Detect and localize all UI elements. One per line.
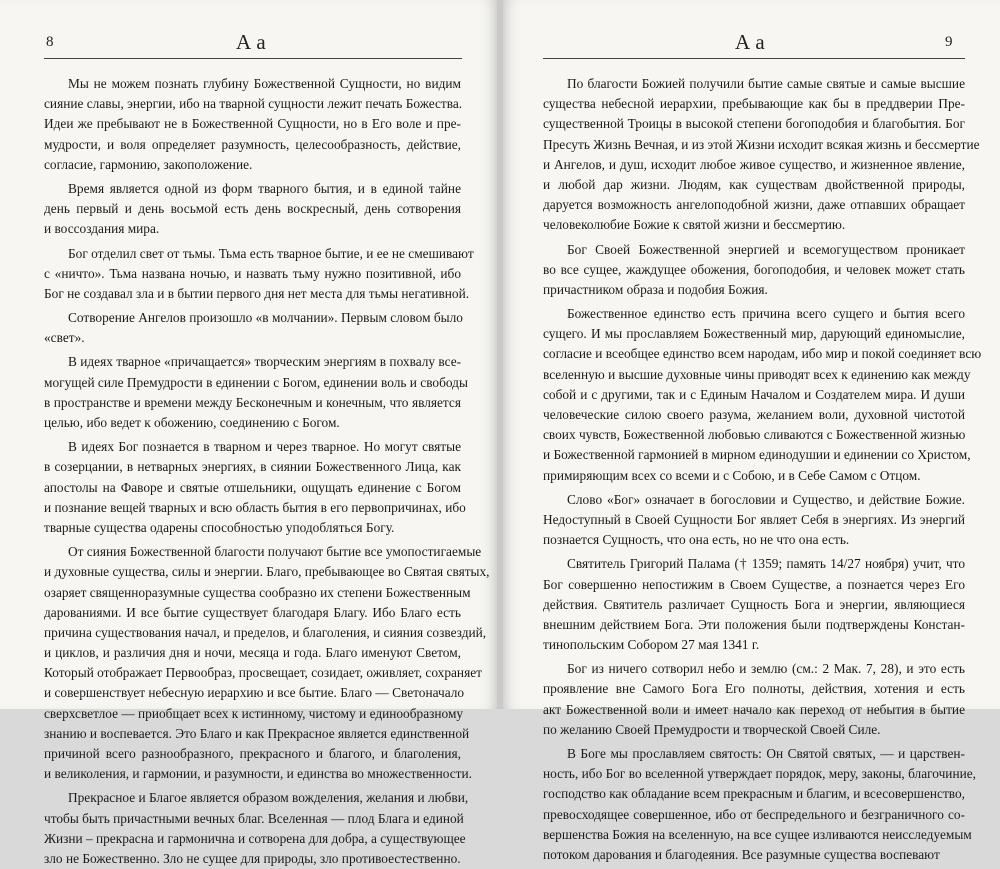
text-line: и духовные существа, силы и энергии. Благо, пребывающее во Святая святых,	[44, 564, 490, 580]
text-line: и циклов, и различия дня и ночи, месяца и года. Благо именуют Светом,	[44, 645, 461, 661]
text-line: в пространстве и времени между Бесконечным и конечным, что является	[44, 394, 461, 410]
text-line: Прекрасное и Благое является образом вожделения, желания и любви,	[68, 790, 469, 806]
paragraph	[44, 788, 469, 869]
running-head: А а	[735, 30, 765, 54]
page-body-text	[44, 74, 490, 869]
text-line: с «ничто». Тьма названа ночью, и назвать тьму нужно позитивной, ибо	[44, 265, 461, 281]
text-line: Жизни – прекрасна и гармонична и сотворена для добра, а существующее	[44, 830, 466, 846]
text-line: озаряет священноразумные существа сообразно их степени Божественным	[44, 584, 471, 600]
text-line: Сотворение Ангелов произошло «в молчании». Первым словом было	[68, 310, 463, 326]
text-line: и воссоздания мира.	[44, 221, 160, 237]
text-line: внешним действием Бога. Эти положения были подтверждены Констан-	[543, 616, 965, 632]
text-line: Бог отделил свет от тьмы. Тьма есть тварное бытие, и ее не смешивают	[68, 245, 474, 261]
text-line: От сияния Божественной благости получают бытие все умопостигаемые	[68, 544, 482, 560]
text-line: причина существования начал, и пределов, и благоления, и сияния созвездий,	[44, 624, 487, 640]
text-line: Бог из ничего сотворил небо и землю (см.: 2 Мак. 7, 28), и это есть	[567, 661, 965, 677]
text-line: ность, ибо Бог во вселенной утверждает порядок, меру, законы, благочиние,	[543, 766, 976, 782]
paragraph	[44, 308, 461, 348]
text-line: тварные существа одарены способностью уподобляться Богу.	[44, 519, 395, 535]
text-line: даруется возможность ангелоподобной жизни, даже отпавших обращает	[543, 197, 965, 213]
text-line: во все сущее, жаждущее обожения, богоподобия, и человек может стать	[543, 261, 965, 277]
text-line: согласие и всеобщее единство всем народам, ибо мир и покой соединяет всю	[543, 346, 982, 362]
text-line: целью, ибо ведет к обожению, соединению с Богом.	[44, 415, 340, 430]
paragraph	[543, 554, 965, 655]
text-line: знанию и воспевается. Это Благо и как Прекрасное является единственной	[44, 725, 470, 741]
paragraph	[543, 74, 980, 236]
text-line: Святитель Григорий Палама († 1359; память 14/27 ноября) учит, что	[567, 556, 965, 572]
text-line: день первый и день восьмой есть день воскресный, день сотворения	[44, 201, 461, 217]
text-line: чтобы быть причастными вечных благ. Вселенная — плод Блага и единой	[44, 810, 464, 826]
text-line: Бог Своей Божественной энергией и всемогуществом проникает	[567, 241, 965, 257]
text-line: тинопольским Собором 27 мая 1341 г.	[543, 637, 760, 653]
text-line: могущей силе Премудрости в единении с Богом, единении воль и свободы	[44, 374, 468, 390]
text-line: В идеях тварное «причащается» творческим энергиям в похвалу все-	[68, 354, 462, 370]
text-line: вершенства Божия на вселенную, на все сущее изливаются неисследуемым	[543, 826, 972, 842]
paragraph	[543, 490, 965, 551]
text-line: и Божественной гармонией в мирном единодушии и единении со Христом,	[543, 447, 971, 463]
text-line: Пресуть Жизнь Вечная, и из этой Жизни исходит всякая жизнь и бессмертие	[543, 136, 980, 152]
paragraph	[543, 659, 965, 740]
page-number: 8	[46, 34, 54, 50]
text-line: существа небесной иерархии, пребывающие как бы в преддверии Пре-	[543, 96, 965, 112]
text-line: зло не Божественно. Зло не сущее для природы, зло противоестественно.	[44, 850, 461, 866]
text-line: и познание вещей тварных и всю область бытия в его первопричинах, ибо	[44, 499, 466, 515]
paragraph	[543, 304, 982, 486]
paragraph	[44, 179, 461, 240]
text-line: Идеи же пребывают не в Божественной Сущности, но в Его воле и пре-	[44, 116, 461, 132]
text-line: и совершенствует небесную иерархию и все бытие. Благо — Светоначало	[44, 685, 465, 701]
text-line: в созерцании, в нетварных энергиях, в сиянии Божественного Лица, как	[44, 459, 461, 475]
page-body-text	[543, 74, 982, 865]
text-line: потоком дарования и благодеяния. Все разумные существа воспевают	[543, 846, 940, 862]
right-page	[503, 0, 1000, 862]
text-line: Мы не можем познать глубину Божественной Сущности, но видим	[68, 76, 461, 91]
text-line: дарованиями. И все бытие существует благодаря Благу. Ибо Благо есть	[44, 604, 461, 620]
text-line: сущего. И мы прославляем Божественный мир, дарующий единомыслие,	[543, 326, 965, 342]
text-line: и великоления, и гармонии, и разумности, и единства во множественности.	[44, 766, 472, 782]
text-line: Который отображает Первообраз, просвещает, созидает, оживляет, сохраняет	[44, 665, 482, 681]
running-head: А а	[236, 30, 266, 54]
text-line: Время является одной из форм тварного бытия, и в единой тайне	[68, 180, 461, 196]
text-line: вселенную и высшие духовные чины приводят всех к единению как между	[543, 366, 971, 382]
text-line: апостолы на Фаворе и святые отшельники, ощущать единение с Богом	[44, 479, 461, 495]
text-line: своих чувств, Божественной любовью сливаются с Божественной жизнью	[543, 427, 966, 443]
text-line: согласие, гармонию, закоположение.	[44, 156, 253, 172]
text-line: причиной всего разнообразного, прекрасного и благого, и благоления,	[44, 746, 461, 761]
text-line: существенной Троицы в высокой степени богоподобия и благобытия. Бог	[543, 116, 965, 132]
paragraph	[44, 352, 468, 433]
paragraph	[44, 437, 466, 538]
left-page	[0, 0, 497, 866]
text-line: превосходящее совершенное, ибо от беспредельного и безграничного со-	[543, 806, 965, 822]
text-line: и Ангелов, и душ, исходит любое живое существо, и жизненное явление,	[543, 156, 965, 172]
text-line: человеколюбие Божие к святой жизни и бессмертию.	[543, 217, 846, 233]
paragraph	[44, 244, 474, 305]
text-line: мудрости, и воля определяет разумность, целесообразность, действие,	[44, 136, 461, 152]
text-line: Слово «Бог» означает в богословии и Существо, и действие Божие.	[567, 491, 965, 507]
text-line: сияние славы, энергии, ибо на тварной сущности лежит печать Божества.	[44, 96, 463, 112]
text-line: Бог совершенно непостижим в Своем Существе, а познается через Его	[543, 576, 965, 592]
text-line: и любой дар жизни. Людям, как существам двойственной природы,	[543, 176, 965, 192]
text-line: проявление вне Самого Бога Его полноты, действия, хотения и есть	[543, 681, 965, 697]
text-line: господство как обладание всем прекрасным и благим, и всесовершенство,	[543, 786, 965, 802]
text-line: познается Сущность, что она есть, но не что она есть.	[543, 532, 850, 548]
text-line: В Боге мы прославляем святость: Он Святой святых, — и царствен-	[567, 746, 965, 761]
text-line: действия. Святитель различает Сущность Бога и энергии, являющиеся	[543, 596, 965, 612]
paragraph	[44, 74, 461, 175]
text-line: сверхсветлое — приобщает всех к истинному, чистому и единообразному	[44, 705, 464, 721]
header-rule	[543, 58, 965, 59]
text-line: причастником образа и подобия Божия.	[543, 281, 768, 297]
text-line: примиряющим всех со всеми и с Собою, и в Себе Самом с Отцом.	[543, 467, 921, 483]
text-line: по желанию Своей Премудрости и творческой Своей Силе.	[543, 721, 881, 737]
text-line: акт Божественной воли и имеет начало как переход от небытия в бытие	[543, 701, 965, 717]
paragraph	[543, 240, 965, 301]
text-line: «свет».	[44, 330, 85, 346]
text-line: По благости Божией получили бытие самые святые и самые высшие	[567, 76, 965, 91]
text-line: В идеях Бог познается в тварном и через тварное. Но могут святые	[68, 439, 461, 455]
page-number: 9	[945, 34, 953, 50]
paragraph	[44, 542, 490, 784]
text-line: Недоступный в Своей Сущности Бог являет Себя в энергиях. Из энергий	[543, 511, 965, 527]
header-rule	[44, 58, 462, 59]
text-line: собой и с другими, так и с Единым Началом и Создателем мира. И души	[543, 386, 965, 402]
text-line: Божественное единство есть причина всего сущего и бытия всего	[567, 306, 965, 322]
text-line: человеческие силою своего разума, желанием воли, духовной чистотой	[543, 407, 965, 422]
text-line: Бог не создавал зла и в бытии первого дня нет места для тьмы негативной.	[44, 285, 470, 301]
paragraph	[543, 744, 976, 865]
